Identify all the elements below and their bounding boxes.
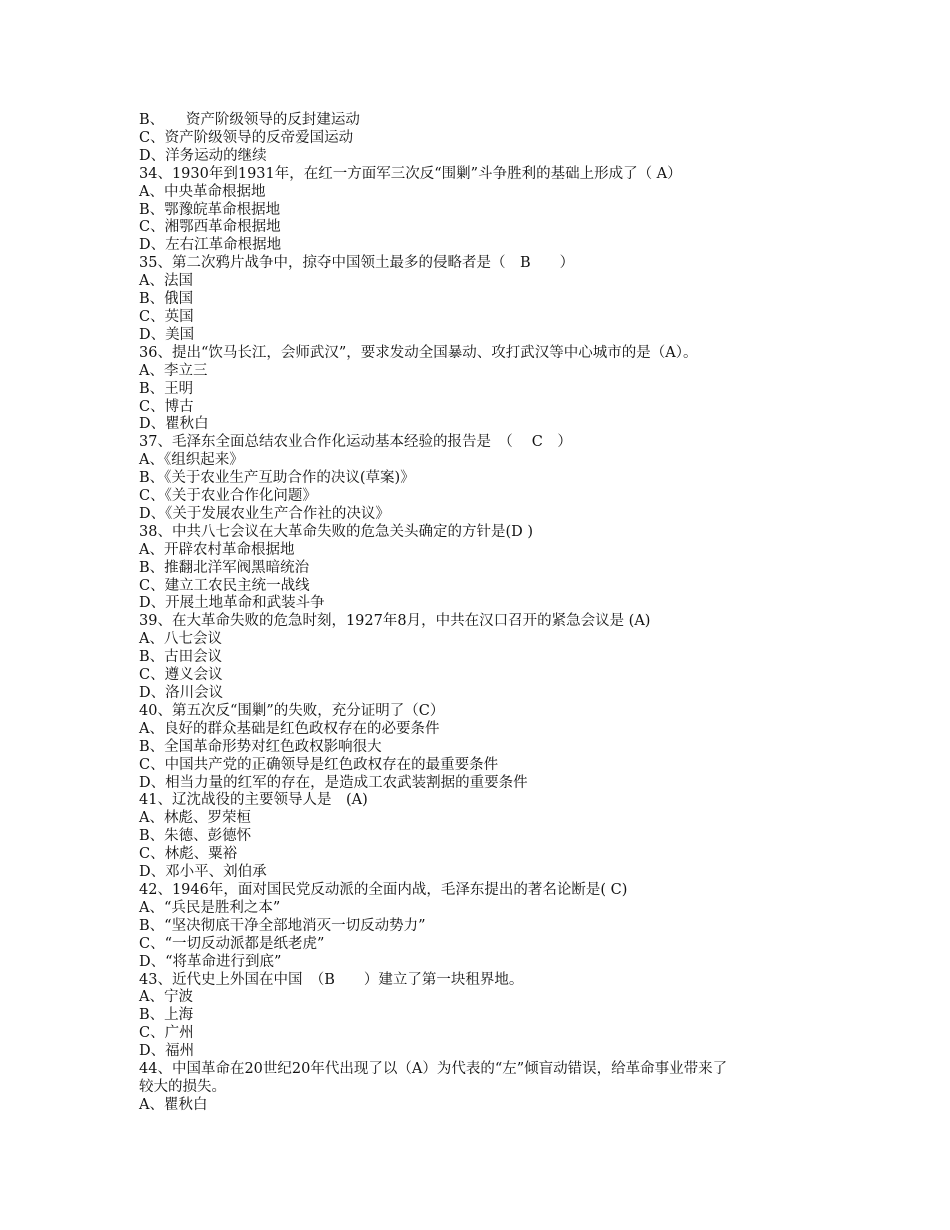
- option-line: B、鄂豫皖革命根据地: [139, 201, 281, 218]
- option-line: A、宁波: [139, 989, 193, 1006]
- option-line: B、《关于农业生产互助合作的决议(草案)》: [139, 470, 415, 487]
- option-line: D、“将革命进行到底”: [139, 953, 282, 970]
- document-body: [139, 112, 819, 1115]
- option-line: B、推翻北洋军阀黑暗统治: [139, 559, 310, 576]
- option-line: B、俄国: [139, 291, 194, 308]
- question-line: 44、中国革命在20世纪20年代出现了以（A）为代表的“左”倾盲动错误，给革命事业带来了: [139, 1061, 728, 1078]
- question-line: 36、提出“饮马长江，会师武汉”，要求发动全国暴动、攻打武汉等中心城市的是（A）。: [139, 344, 698, 361]
- option-line: B、古田会议: [139, 649, 223, 666]
- option-line: A、瞿秋白: [139, 1096, 208, 1113]
- option-line: C、英国: [139, 308, 194, 325]
- option-line: C、博古: [139, 398, 194, 415]
- option-line: C、遵义会议: [139, 667, 223, 684]
- option-line: D、瞿秋白: [139, 416, 209, 433]
- option-line: D、福州: [139, 1043, 195, 1060]
- question-line-continued: 较大的损失。: [139, 1078, 226, 1095]
- option-line: A、中央革命根据地: [139, 183, 266, 200]
- option-line: B、“坚决彻底干净全部地消灭一切反动势力”: [139, 917, 426, 934]
- option-line: A、林彪、罗荣桓: [139, 810, 251, 827]
- option-line: B、朱德、彭德怀: [139, 828, 252, 845]
- question-line: 41、辽沈战役的主要领导人是 (A): [139, 792, 368, 809]
- option-line: A、“兵民是胜利之本”: [139, 899, 281, 916]
- option-line: D、开展土地革命和武装斗争: [139, 595, 325, 612]
- question-line: 43、近代史上外国在中国 （B ）建立了第一块租界地。: [139, 971, 524, 988]
- option-line: A、开辟农村革命根据地: [139, 541, 295, 558]
- option-line: A、良好的群众基础是红色政权存在的必要条件: [139, 720, 440, 737]
- question-line: 42、1946年，面对国民党反动派的全面内战，毛泽东提出的著名论断是( C): [139, 881, 628, 898]
- option-line: D、洛川会议: [139, 685, 224, 701]
- question-line: 39、在大革命失败的危急时刻，1927年8月，中共在汉口召开的紧急会议是 (A): [139, 613, 651, 630]
- question-line: 37、毛泽东全面总结农业合作化运动基本经验的报告是 （ C ）: [139, 434, 572, 451]
- option-line: C、广州: [139, 1025, 194, 1042]
- option-line: D、相当力量的红军的存在，是造成工农武装割据的重要条件: [139, 774, 528, 791]
- text-line: D、洋务运动的继续: [139, 147, 267, 164]
- option-line: A、李立三: [139, 362, 208, 379]
- option-line: A、《组织起来》: [139, 452, 244, 469]
- question-line: 40、第五次反“围剿”的失败，充分证明了（C）: [139, 702, 445, 719]
- option-line: C、建立工农民主统一战线: [139, 577, 310, 594]
- option-line: B、全国革命形势对红色政权影响很大: [139, 738, 382, 755]
- text-line: C、资产阶级领导的反帝爱国运动: [139, 129, 354, 146]
- text-line: B、 资产阶级领导的反封建运动: [139, 112, 360, 128]
- option-line: B、王明: [139, 380, 194, 397]
- question-line: 34、1930年到1931年，在红一方面军三次反“围剿”斗争胜利的基础上形成了（ A）: [139, 165, 682, 182]
- option-line: C、中国共产党的正确领导是红色政权存在的最重要条件: [139, 756, 499, 773]
- option-line: C、湘鄂西革命根据地: [139, 219, 281, 236]
- option-line: D、左右江革命根据地: [139, 237, 282, 254]
- question-line: 35、第二次鸦片战争中，掠夺中国领土最多的侵略者是（ B ）: [139, 255, 575, 272]
- option-line: A、法国: [139, 273, 193, 290]
- option-line: C、林彪、粟裕: [139, 846, 238, 863]
- option-line: C、《关于农业合作化问题》: [139, 488, 317, 505]
- option-line: D、美国: [139, 326, 195, 343]
- option-line: D、邓小平、刘伯承: [139, 864, 267, 881]
- option-line: A、八七会议: [139, 631, 222, 648]
- option-line: C、“一切反动派都是纸老虎”: [139, 935, 325, 952]
- option-line: D、《关于发展农业生产合作社的决议》: [139, 505, 390, 522]
- question-line: 38、中共八七会议在大革命失败的危急关头确定的方针是(D ): [139, 523, 533, 540]
- option-line: B、上海: [139, 1007, 194, 1024]
